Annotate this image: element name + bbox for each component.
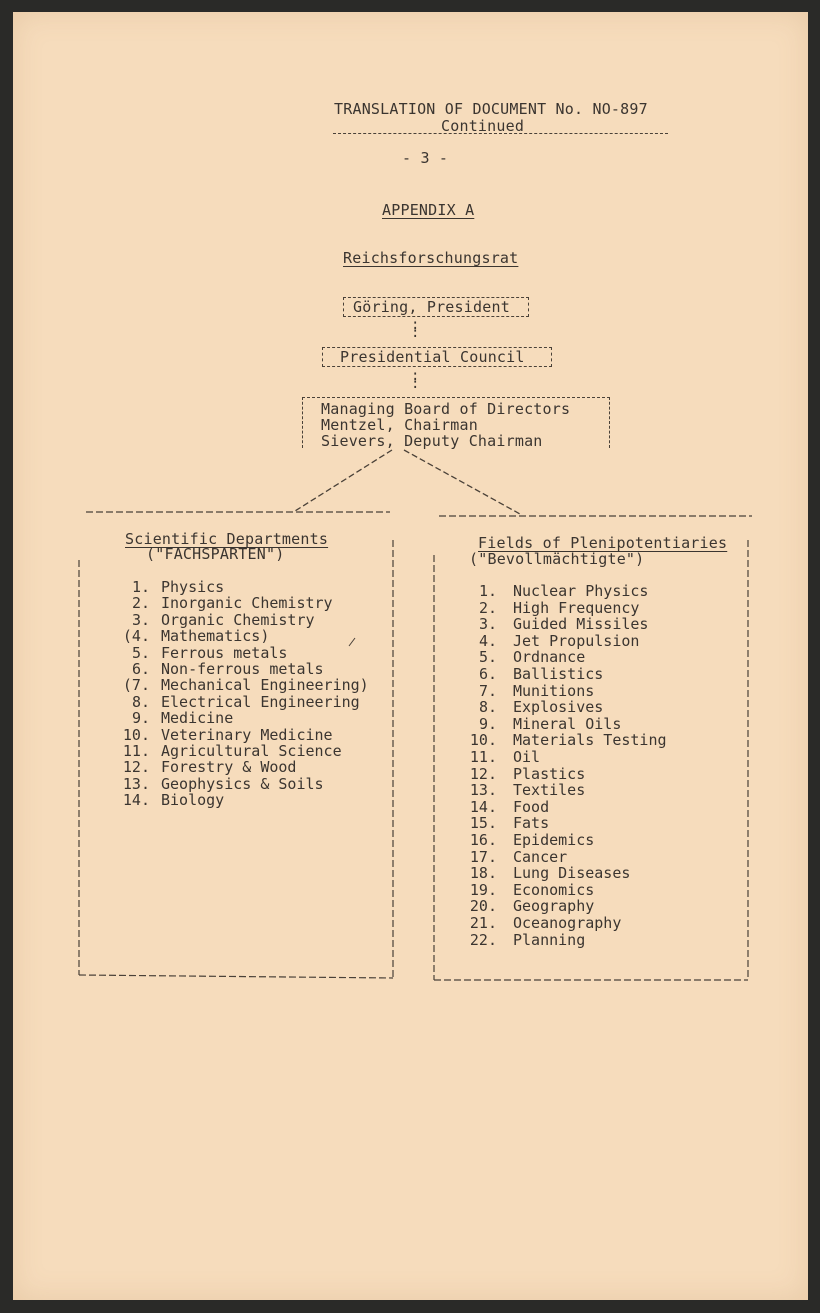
- board-title: Managing Board of Directors: [321, 400, 571, 418]
- document-title: TRANSLATION OF DOCUMENT No. NO-897: [334, 100, 648, 118]
- right-subheading: ("Bevollmächtigte"): [469, 550, 645, 568]
- department-item-number: 14.: [122, 791, 150, 810]
- department-item-number: 2.: [131, 594, 150, 613]
- plenipotentiary-item-number: 16.: [469, 831, 497, 849]
- department-item-number: 3.: [131, 610, 150, 629]
- department-item-number: 10.: [122, 725, 150, 744]
- page-number: - 3 -: [402, 149, 449, 167]
- plenipotentiary-item-number: 13.: [469, 781, 497, 800]
- plenipotentiary-item-number: 3.: [478, 615, 497, 634]
- appendix-heading: APPENDIX A: [382, 201, 475, 219]
- department-item-label: Veterinary Medicine: [161, 725, 333, 744]
- department-item-number: 8.: [131, 692, 150, 711]
- plenipotentiary-item-number: 11.: [469, 748, 497, 766]
- plenipotentiary-item-label: Ballistics: [513, 665, 604, 683]
- plenipotentiary-item-number: 7.: [478, 681, 497, 700]
- plenipotentiary-item-label: Nuclear Physics: [513, 582, 649, 600]
- plenipotentiary-item-number: 5.: [478, 648, 497, 667]
- plenipotentiary-item-label: Munitions: [513, 681, 595, 700]
- council-label: Presidential Council: [340, 348, 525, 366]
- plenipotentiary-item-label: Planning: [513, 930, 586, 949]
- plenipotentiary-item-label: Jet Propulsion: [513, 631, 640, 650]
- plenipotentiary-item-label: Lung Diseases: [513, 864, 631, 883]
- plenipotentiary-item-label: Economics: [513, 880, 595, 899]
- plenipotentiary-item-label: Guided Missiles: [513, 615, 649, 634]
- plenipotentiary-item-number: 19.: [469, 880, 497, 899]
- plenipotentiary-item-label: Plastics: [513, 764, 586, 783]
- department-item-label: Inorganic Chemistry: [161, 594, 333, 613]
- plenipotentiary-item-label: Food: [513, 797, 550, 816]
- org-title: Reichsforschungsrat: [343, 249, 519, 267]
- department-item-number: 13.: [122, 774, 150, 793]
- plenipotentiary-item-number: 2.: [478, 598, 497, 617]
- department-item-number: (4.: [122, 627, 150, 646]
- department-item-label: Agricultural Science: [161, 742, 342, 760]
- plenipotentiary-item-number: 22.: [469, 930, 497, 949]
- plenipotentiary-item-number: 4.: [478, 631, 497, 650]
- department-item-label: Medicine: [161, 709, 234, 728]
- department-item-label: Mechanical Engineering): [161, 676, 369, 695]
- plenipotentiary-item-label: Ordnance: [513, 648, 586, 667]
- department-item-label: Non-ferrous metals: [161, 660, 324, 678]
- department-item-label: Mathematics): [161, 627, 270, 646]
- department-item-number: 9.: [131, 709, 150, 728]
- plenipotentiary-item-number: 21.: [469, 914, 497, 932]
- board-deputy: Sievers, Deputy Chairman: [321, 432, 543, 450]
- plenipotentiary-item-number: 17.: [469, 847, 497, 866]
- plenipotentiary-item-label: Cancer: [513, 847, 568, 866]
- plenipotentiary-item-number: 9.: [478, 714, 497, 733]
- connector-dots-2: : :: [411, 368, 420, 392]
- department-item-label: Geophysics & Soils: [161, 774, 324, 793]
- plenipotentiary-item-label: Materials Testing: [513, 731, 667, 750]
- plenipotentiary-item-label: Oil: [513, 748, 541, 766]
- department-item-label: Ferrous metals: [161, 643, 288, 662]
- plenipotentiary-item-number: 6.: [478, 665, 497, 683]
- department-item-number: 1.: [131, 578, 150, 596]
- department-item-label: Electrical Engineering: [161, 692, 360, 711]
- plenipotentiary-item-label: Oceanography: [513, 914, 622, 932]
- department-item-label: Organic Chemistry: [161, 610, 315, 629]
- department-item-number: 5.: [131, 643, 150, 662]
- plenipotentiary-item-label: Explosives: [513, 698, 604, 717]
- department-item-label: Physics: [161, 578, 225, 596]
- plenipotentiary-item-number: 10.: [469, 731, 497, 750]
- president-label: Göring, President: [353, 298, 510, 316]
- plenipotentiary-item-label: Mineral Oils: [513, 714, 622, 733]
- department-item-number: 6.: [131, 660, 150, 678]
- plenipotentiary-item-number: 1.: [478, 582, 497, 600]
- left-heading: Scientific Departments: [125, 530, 329, 548]
- plenipotentiary-item-number: 20.: [469, 897, 497, 916]
- plenipotentiary-item-number: 8.: [478, 698, 497, 717]
- plenipotentiary-item-label: Geography: [513, 897, 595, 916]
- department-item-number: 11.: [122, 742, 150, 760]
- plenipotentiary-item-label: High Frequency: [513, 598, 640, 617]
- plenipotentiary-item-label: Fats: [513, 814, 550, 833]
- connector-dots-1: : :: [411, 317, 420, 341]
- department-item-number: (7.: [122, 676, 150, 695]
- plenipotentiary-item-label: Textiles: [513, 781, 586, 800]
- board-chairman: Mentzel, Chairman: [321, 416, 478, 434]
- plenipotentiary-item-label: Epidemics: [513, 831, 595, 849]
- department-item-label: Forestry & Wood: [161, 758, 297, 777]
- plenipotentiary-item-number: 14.: [469, 797, 497, 816]
- department-item-label: Biology: [161, 791, 225, 810]
- document-subtitle: Continued: [441, 117, 525, 135]
- plenipotentiary-item-number: 18.: [469, 864, 497, 883]
- plenipotentiary-item-number: 12.: [469, 764, 497, 783]
- right-heading: Fields of Plenipotentiaries: [478, 534, 728, 552]
- department-item-number: 12.: [122, 758, 150, 777]
- left-subheading: ("FACHSPARTEN"): [146, 545, 285, 563]
- plenipotentiary-item-number: 15.: [469, 814, 497, 833]
